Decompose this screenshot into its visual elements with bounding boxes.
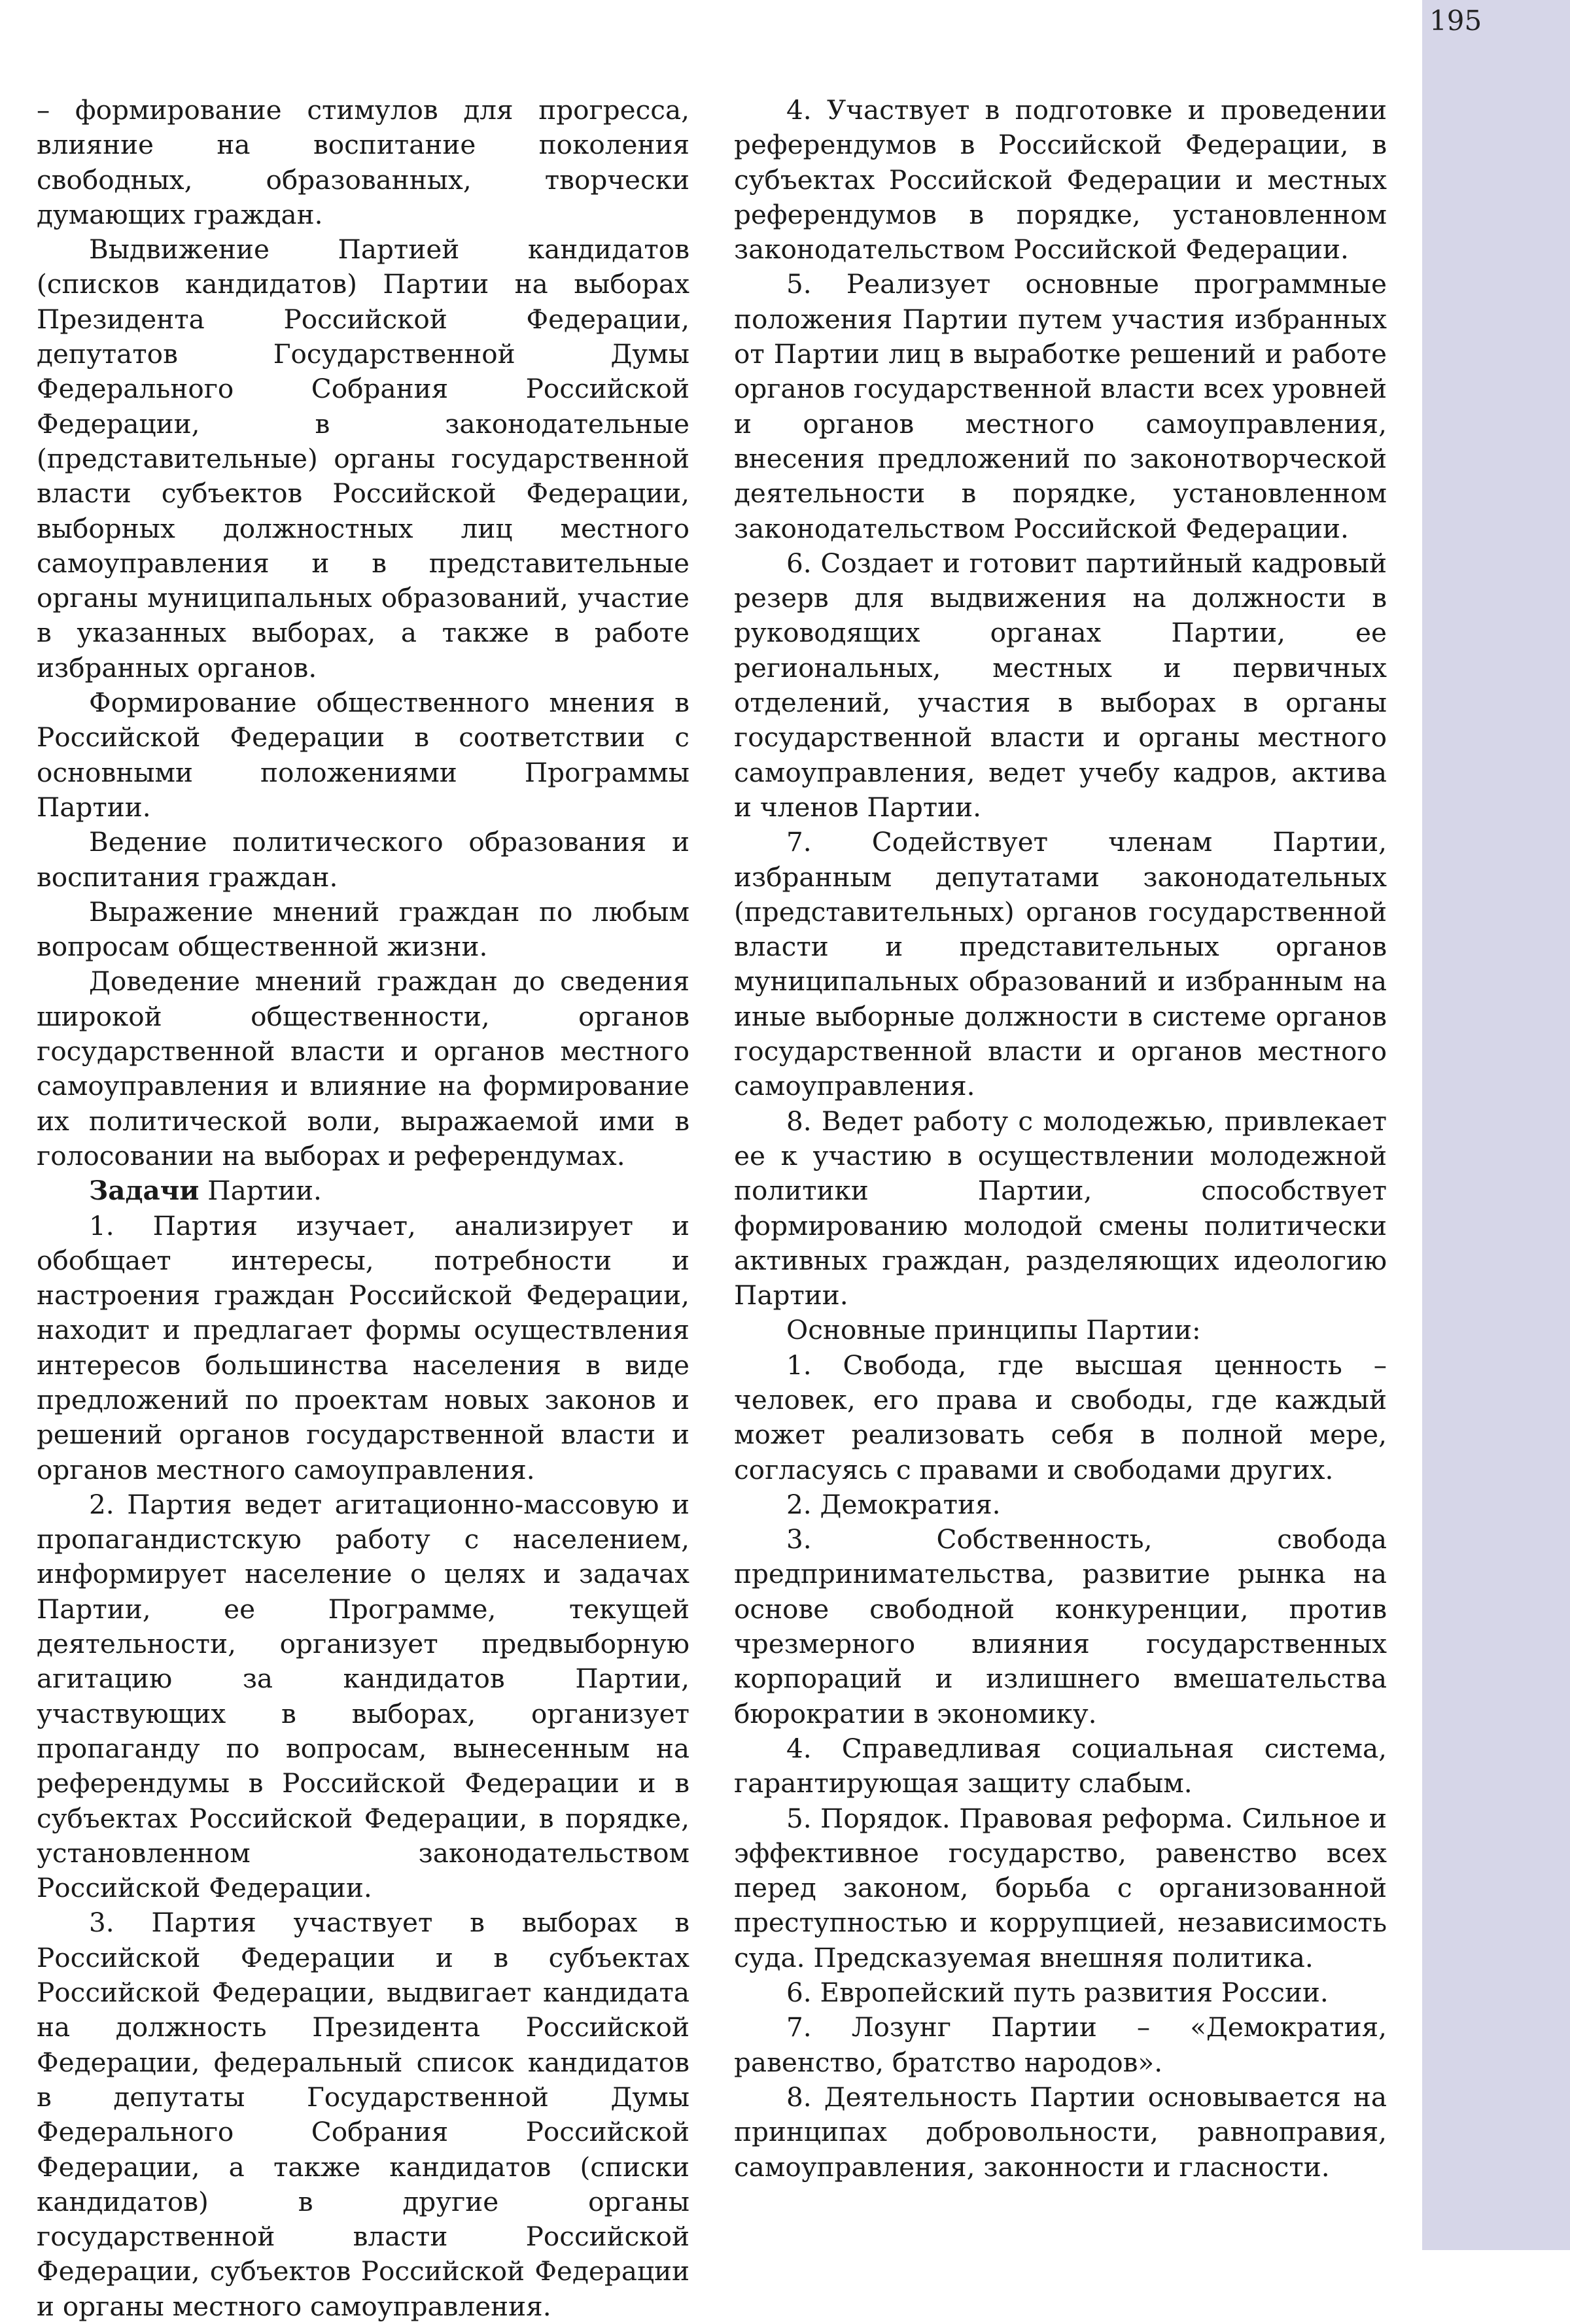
paragraph: Выдвижение Партией кандидатов (списков кандидатов) Партии на выборах Президента Российской Федерации, депутатов Государственной Думы Федерального Собрания Российской Федерации, в законодательные (представительные) органы государственной власти субъектов Российской Федерации, выборных должностных лиц местного самоуправления и в представительные органы муниципальных образований, участие в указанных выборах, а также в работе избранных органов.	[37, 234, 689, 684]
principle-item: 6. Европейский путь развития России.	[786, 1977, 1329, 2009]
task-item: 5. Реализует основные программные положения Партии путем участия избранных от Партии лиц в выработке решений и работе органов государственной власти всех уровней и органов местного самоуправления, внесения предложений по законотворческой деятельности в порядке, установленном законодательством Российской Федерации.	[734, 268, 1387, 544]
principle-item: 3. Собственность, свобода предпринимательства, развитие рынка на основе свободной конкуренции, против чрезмерного влияния государственных корпораций и излишнего вмешательства бюрократии в экономику.	[734, 1523, 1387, 1729]
task-item: 7. Содействует членам Партии, избранным депутатами законодательных (представительных) органов государственной власти и представительных органов муниципальных образований и избранным на иные выборные должности в системе органов государственной власти и органов местного самоуправления.	[734, 826, 1387, 1102]
task-item: 3. Партия участвует в выборах в Российской Федерации и в субъектах Российской Федерации, выдвигает кандидата на должность Президента Российской Федерации, федеральный список кандидатов в депутаты Государственной Думы Федерального Собрания Российской Федерации, а также кандидатов (списки кандидатов) в другие органы государственной власти Российской Федерации, субъектов Российской Федерации и органы местного самоуправления.	[37, 1907, 689, 2322]
tasks-heading-bold: Задачи	[89, 1175, 200, 1207]
task-item: 4. Участвует в подготовке и проведении референдумов в Российской Федерации, в субъектах Российской Федерации и местных референдумов в порядке, установленном законодательством Российской Федерации.	[734, 94, 1387, 266]
tasks-heading-rest: Партии.	[199, 1175, 322, 1207]
principles-heading: Основные принципы Партии:	[786, 1314, 1201, 1346]
task-item: 2. Партия ведет агитационно-массовую и пропагандистскую работу с населением, информирует население о целях и задачах Партии, ее Программе, текущей деятельности, организует предвыборную агитацию за кандидатов Партии, участвующих в выборах, организует пропаганду по вопросам, вынесенным на референдумы в Российской Федерации и в субъектах Российской Федерации, в порядке, установленном законодательством Российской Федерации.	[37, 1488, 689, 1904]
task-item: 8. Ведет работу с молодежью, привлекает ее к участию в осуществлении молодежной политики Партии, способствует формированию молодой смены политически активных граждан, разделяющих идеологию Партии.	[734, 1105, 1387, 1311]
principle-item: 1. Свобода, где высшая ценность – человек, его права и свободы, где каждый может реализовать себя в полной мере, согласуясь с правами и свободами других.	[734, 1349, 1387, 1485]
page-number: 195	[1429, 5, 1482, 37]
left-column	[37, 93, 689, 2324]
paragraph: Выражение мнений граждан по любым вопросам общественной жизни.	[37, 895, 689, 963]
right-column	[734, 93, 1387, 2185]
principle-item: 8. Деятельность Партии основывается на принципах добровольности, равноправия, самоуправления, законности и гласности.	[734, 2081, 1387, 2183]
side-margin-band	[1422, 0, 1570, 2250]
paragraph: Доведение мнений граждан до сведения широкой общественности, органов государственной власти и органов местного самоуправления и влияние на формирование их политической воли, выражаемой ими в голосовании на выборах и референдумах.	[37, 965, 689, 1171]
principle-item: 5. Порядок. Правовая реформа. Сильное и эффективное государство, равенство всех перед законом, борьба с организованной преступностью и коррупцией, независимость суда. Предсказуемая внешняя политика.	[734, 1802, 1387, 1973]
task-item: 1. Партия изучает, анализирует и обобщает интересы, потребности и настроения граждан Российской Федерации, находит и предлагает формы осуществления интересов большинства населения в виде предложений по проектам новых законов и решений органов государственной власти и органов местного самоуправления.	[37, 1209, 689, 1485]
principle-item: 4. Справедливая социальная система, гарантирующая защиту слабым.	[734, 1732, 1387, 1799]
paragraph: Формирование общественного мнения в Российской Федерации в соответствии с основными положениями Программы Партии.	[37, 687, 689, 823]
task-item: 6. Создает и готовит партийный кадровый резерв для выдвижения на должности в руководящих органах Партии, ее региональных, местных и первичных отделений, участия в выборах в органы государственной власти и органы местного самоуправления, ведет учебу кадров, актива и членов Партии.	[734, 547, 1387, 823]
principle-item: 7. Лозунг Партии – «Демократия, равенство, братство народов».	[734, 2011, 1387, 2078]
paragraph: Ведение политического образования и воспитания граждан.	[37, 826, 689, 893]
tasks-heading	[37, 1173, 689, 1208]
paragraph: – формирование стимулов для прогресса, влияние на воспитание поколения свободных, образованных, творчески думающих граждан.	[37, 94, 689, 230]
principle-item: 2. Демократия.	[786, 1488, 1001, 1520]
